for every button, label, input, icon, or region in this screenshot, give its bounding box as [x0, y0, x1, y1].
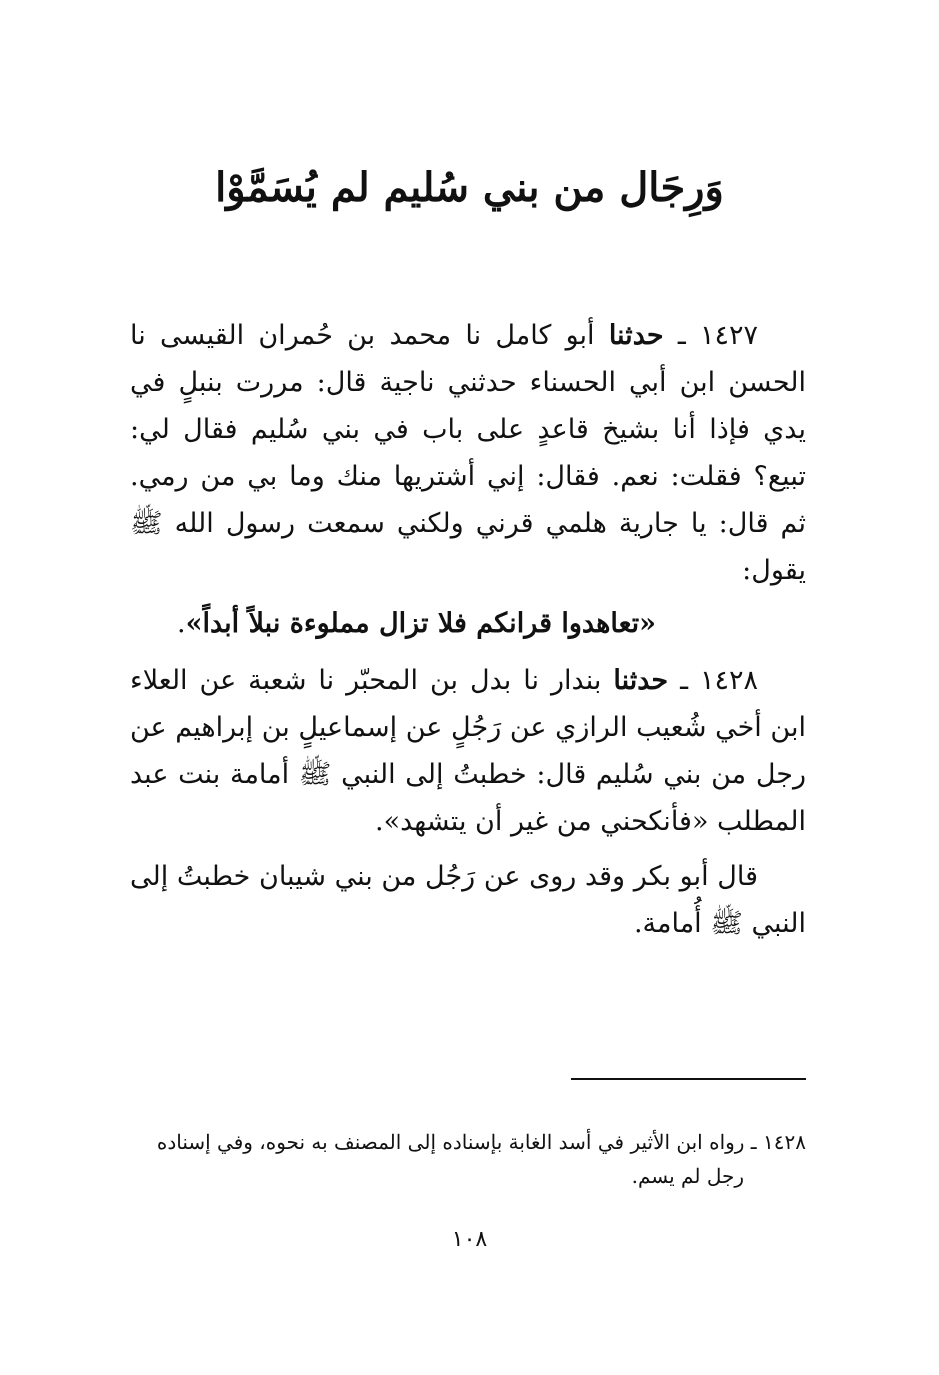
hadith-1428 — [130, 657, 806, 845]
chapter-title: وَرِجَال من بني سُليم لم يُسَمَّوْا — [215, 164, 724, 211]
hadith-number: ١٤٢٧ — [699, 320, 758, 351]
footnote — [130, 1125, 806, 1193]
prophetic-saying — [130, 600, 806, 647]
page-number: ١٠٨ — [451, 1227, 488, 1252]
footnote-continuation: رجل لم يسم. — [631, 1164, 744, 1188]
hadith-text: أبو كامل نا محمد بن حُمران القيسى نا الحسن ابن أبي الحسناء حدثني ناجية قال: مررت بنبلٍ في يدي فإذا أنا بشيخ قاعدٍ على باب في بني سُليم فقال لي: تبيع؟ فقلت: نعم. فقال: إني أشتريها منك وما بي من رمي. ثم قال: يا جارية هلمي قرني ولكني سمعت رسول الله ﷺ يقول: — [130, 320, 806, 586]
hadith-lead-word: حدثنا — [613, 665, 669, 696]
footnote-divider — [571, 1078, 806, 1080]
hadith-text: بندار نا بدل بن المحبّر نا شعبة عن العلاء ابن أخي شُعيب الرازي عن رَجُلٍ عن إسماعيلٍ بن إبراهيم عن رجل من بني سُليم قال: خطبتُ إلى النبي ﷺ أمامة بنت عبد المطلب «فأنكحني من غير أن يتشهد». — [130, 665, 806, 837]
quote-period: . — [177, 608, 186, 639]
main-text — [130, 312, 806, 947]
hadith-number: ١٤٢٨ — [700, 665, 759, 696]
hadith-separator: ـ — [663, 320, 700, 351]
hadith-lead-word: حدثنا — [608, 320, 664, 351]
hadith-separator: ـ — [668, 665, 700, 696]
footnote-first-line: ١٤٢٨ ـ رواه ابن الأثير في أسد الغابة بإسناده إلى المصنف به نحوه، وفي إسناده — [156, 1130, 806, 1154]
quote-text: «تعاهدوا قرانكم فلا تزال مملوءة نبلاً أبداً» — [185, 608, 656, 639]
hadith-1427 — [130, 312, 806, 594]
author-note: قال أبو بكر وقد روى عن رَجُل من بني شيبان خطبتُ إلى النبي ﷺ أُمامة. — [130, 861, 806, 939]
